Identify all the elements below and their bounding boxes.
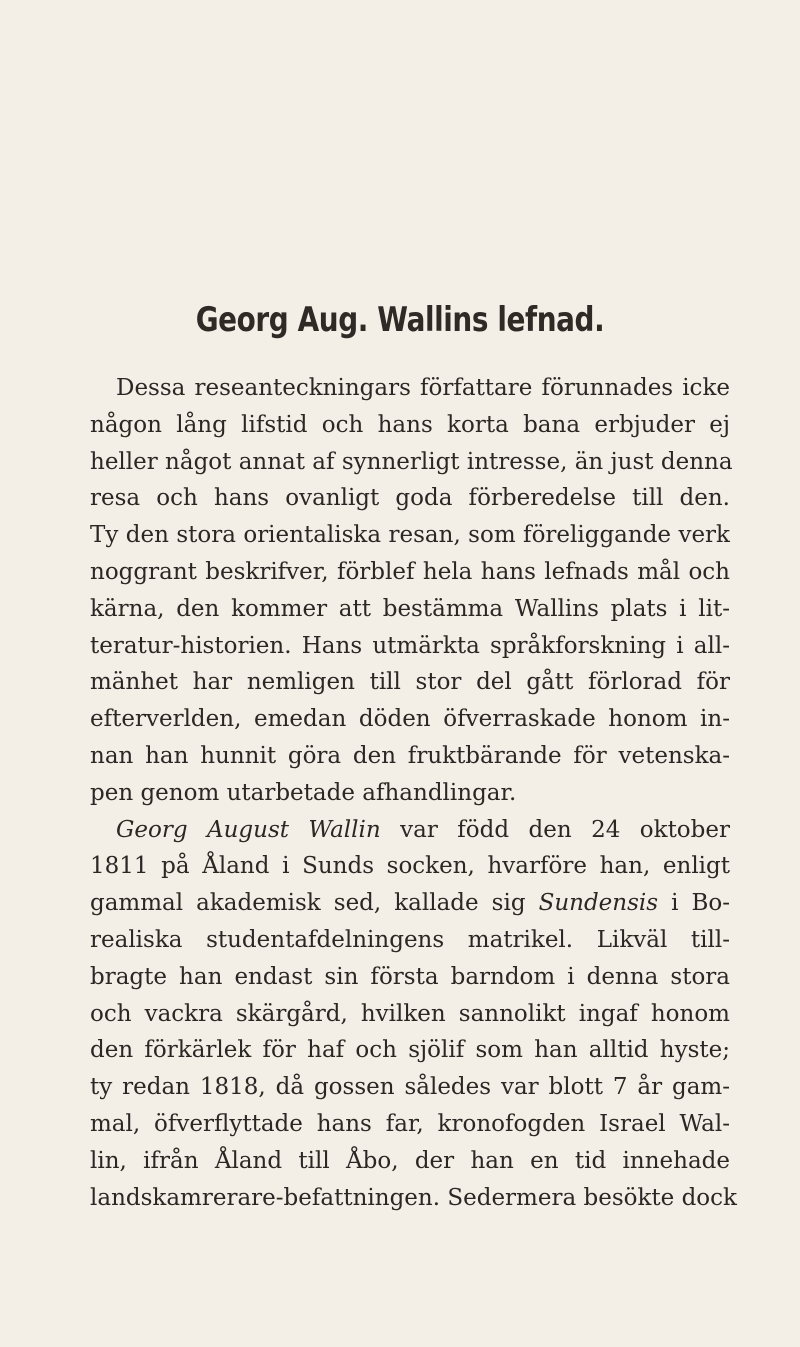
- chapter-title: Georg Aug. Wallins lefnad.: [195, 300, 605, 340]
- text-line: 1811 på Åland i Sunds socken, hvarföre han, enligt: [90, 853, 730, 880]
- text-line: Dessa reseanteckningars författare förunnades icke: [116, 375, 730, 401]
- text-line: mal, öfverflyttade hans far, kronofogden Israel Wal-: [90, 1110, 730, 1137]
- text-line: Georg August Wallin var född den 24 oktober: [116, 816, 730, 843]
- text-line: pen genom utarbetade afhandlingar.: [90, 779, 517, 806]
- text-line: Ty den stora orientaliska resan, som föreliggande verk: [90, 522, 730, 549]
- text-line: mänhet har nemligen till stor del gått förlorad för: [90, 669, 730, 696]
- text-line: heller något annat af synnerligt intresse, än just denna: [90, 448, 733, 475]
- text-line: landskamrerare-befattningen. Sedermera besökte dock: [90, 1184, 737, 1211]
- text-line: nan han hunnit göra den fruktbärande för vetenska-: [90, 742, 730, 769]
- text-line: noggrant beskrifver, förblef hela hans lefnads mål och: [90, 558, 730, 585]
- text-line: realiska studentafdelningens matrikel. Likväl till-: [90, 926, 730, 953]
- person-name: Georg August Wallin: [116, 816, 381, 843]
- text-line: teratur-historien. Hans utmärkta språkforskning i all-: [90, 632, 730, 659]
- text-line: den förkärlek för haf och sjölif som han alltid hyste;: [90, 1037, 730, 1064]
- text-line: bragte han endast sin första barndom i denna stora: [90, 963, 730, 990]
- text-line: gammal akademisk sed, kallade sig Sundensis i Bo-: [90, 890, 730, 917]
- text-line: någon lång lifstid och hans korta bana erbjuder ej: [90, 411, 730, 438]
- text-line: efterverlden, emedan döden öfverraskade honom in-: [90, 706, 730, 733]
- text-line: lin, ifrån Åland till Åbo, der han en tid innehade: [90, 1147, 730, 1174]
- text-line: och vackra skärgård, hvilken sannolikt ingaf honom: [90, 1000, 730, 1027]
- text-line: kärna, den kommer att bestämma Wallins plats i lit-: [90, 595, 730, 622]
- text-line: ty redan 1818, då gossen således var blott 7 år gam-: [90, 1074, 730, 1101]
- body-text: [90, 370, 737, 1216]
- text-line: resa och hans ovanligt goda förberedelse till den.: [90, 485, 730, 512]
- latin-name: Sundensis: [538, 890, 659, 917]
